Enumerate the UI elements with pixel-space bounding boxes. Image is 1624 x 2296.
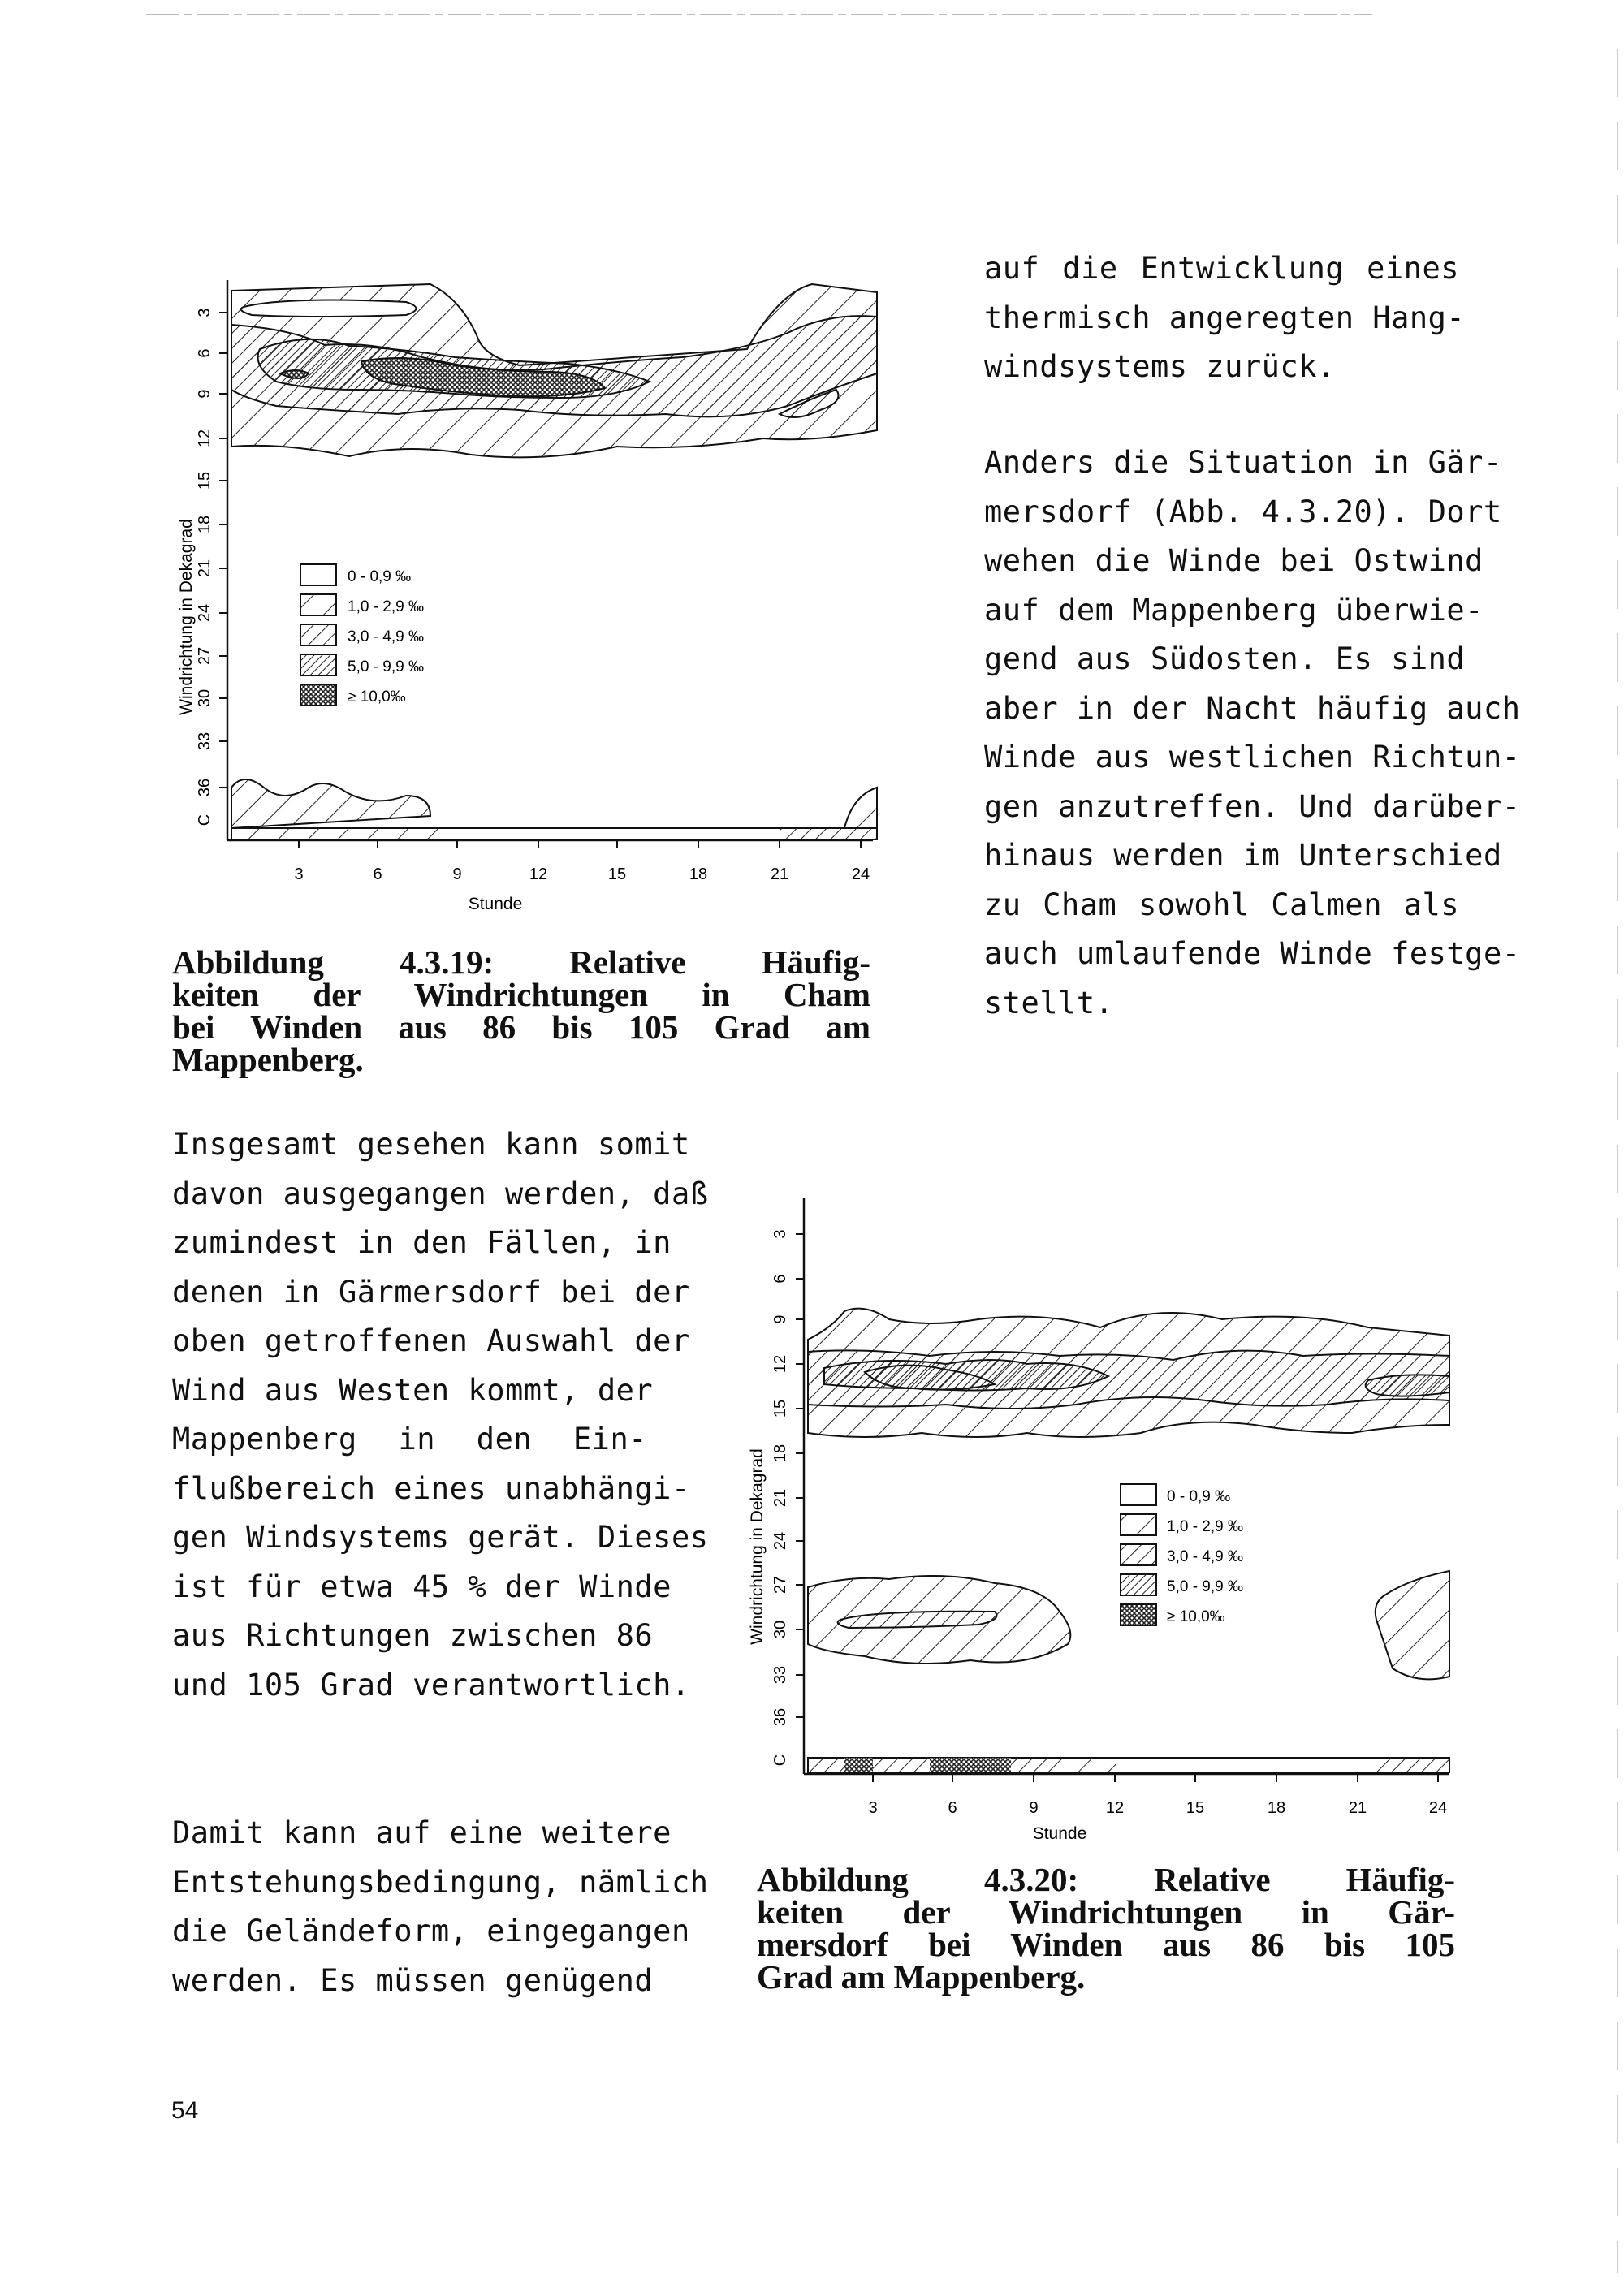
text-line: zumindest in den Fällen, in	[172, 1225, 672, 1260]
y-tick-label: 33	[196, 732, 214, 751]
x-tick-label: 6	[948, 1799, 957, 1817]
y-tick-label: 27	[196, 646, 214, 666]
page-number: 54	[171, 2097, 199, 2124]
text-line: auf die Entwicklung eines	[984, 251, 1459, 286]
caption-line: keiten der Windrichtungen in Cham	[172, 976, 870, 1013]
text-line: Mappenberg in den Ein-	[172, 1422, 647, 1457]
y-tick-label: 30	[196, 688, 214, 708]
scan-right-edge	[1608, 0, 1624, 2296]
legend-label: 1,0 - 2,9 ‰	[348, 598, 424, 615]
legend-label: ≥ 10,0‰	[1167, 1608, 1225, 1625]
legend-label: ≥ 10,0‰	[348, 688, 406, 706]
y-tick-label: 3	[196, 308, 214, 317]
y-tick-label: C	[771, 1754, 789, 1767]
text-line: Winde aus westlichen Richtun-	[984, 740, 1521, 775]
x-tick-label: 15	[607, 865, 627, 883]
caption-line: Mappenberg.	[172, 1041, 364, 1078]
text-line: windsystems zurück.	[984, 349, 1336, 384]
y-tick-label: 33	[771, 1665, 789, 1685]
calm-bar-fill-right	[1376, 1758, 1449, 1772]
y-tick-label: 24	[196, 603, 214, 623]
x-tick-label: 9	[1029, 1799, 1039, 1817]
calm-bar-fill-left	[231, 828, 443, 839]
legend-swatch-4	[1121, 1604, 1156, 1625]
legend-label: 5,0 - 9,9 ‰	[1167, 1578, 1243, 1595]
text-line: Damit kann auf eine weitere	[172, 1815, 672, 1850]
y-tick-label: 9	[196, 389, 214, 399]
x-axis-label: Stunde	[468, 895, 523, 913]
caption-line: mersdorf bei Winden aus 86 bis 105	[757, 1926, 1455, 1963]
text-line: werden. Es müssen genügend	[172, 1962, 654, 1998]
text-line: auf dem Mappenberg überwie-	[984, 592, 1484, 628]
caption-line: keiten der Windrichtungen in Gär-	[757, 1893, 1455, 1931]
y-tick-label: 12	[771, 1354, 789, 1374]
legend	[1121, 1484, 1243, 1625]
legend-label: 0 - 0,9 ‰	[348, 568, 412, 585]
text-line: auch umlaufende Winde festge-	[984, 936, 1521, 971]
legend	[300, 564, 424, 706]
text-line: oben getroffenen Auswahl der	[172, 1323, 690, 1358]
text-line: Insgesamt gesehen kann somit	[172, 1127, 690, 1162]
y-axis-label: Windrichtung in Dekagrad	[748, 1448, 767, 1645]
y-tick-label: 15	[196, 471, 214, 490]
x-tick-label: 3	[868, 1799, 878, 1817]
calm-bar-peak-2	[930, 1758, 1011, 1772]
legend-swatch-1	[1121, 1514, 1156, 1535]
x-tick-label: 21	[770, 865, 789, 883]
calm-bar-fill-right	[780, 828, 877, 839]
scan-top-edge	[0, 0, 1624, 24]
y-tick-label: 15	[771, 1399, 789, 1418]
y-tick-label: 27	[771, 1575, 789, 1595]
legend-swatch-3	[1121, 1574, 1156, 1595]
x-tick-label: 21	[1348, 1799, 1367, 1817]
legend-label: 0 - 0,9 ‰	[1167, 1488, 1231, 1505]
y-tick-label: 12	[196, 429, 214, 448]
y-tick-label: 9	[771, 1314, 789, 1324]
text-line: und 105 Grad verantwortlich.	[172, 1667, 690, 1703]
legend-label: 1,0 - 2,9 ‰	[1167, 1518, 1243, 1535]
x-tick-label: 9	[452, 865, 462, 883]
text-line: denen in Gärmersdorf bei der	[172, 1274, 690, 1310]
x-tick-label: 12	[1105, 1799, 1125, 1817]
legend-swatch-4	[300, 684, 336, 706]
x-tick-label: 3	[294, 865, 304, 883]
text-line: wehen die Winde bei Ostwind	[984, 543, 1484, 578]
text-line: Wind aus Westen kommt, der	[172, 1372, 654, 1408]
legend-label: 3,0 - 4,9 ‰	[348, 628, 424, 645]
contour-right-patch	[1366, 1375, 1449, 1396]
y-tick-label: 24	[771, 1531, 789, 1551]
contour-corner-right	[844, 788, 877, 828]
legend-swatch-0	[1121, 1484, 1156, 1505]
text-line: mersdorf (Abb. 4.3.20). Dort	[984, 494, 1502, 529]
y-tick-label: 36	[196, 778, 214, 797]
text-line: Entstehungsbedingung, nämlich	[172, 1864, 709, 1900]
right-top-paragraph	[984, 244, 1466, 392]
text-line: davon ausgegangen werden, daß	[172, 1176, 709, 1211]
caption-line: bei Winden aus 86 bis 105 Grad am	[172, 1008, 870, 1046]
figure-cham	[162, 268, 893, 917]
x-tick-label: 6	[373, 865, 382, 883]
contour-island	[241, 300, 417, 317]
y-axis-label: Windrichtung in Dekagrad	[177, 519, 196, 715]
text-line: gen anzutreffen. Und darüber-	[984, 788, 1521, 824]
left-paragraph-2	[172, 1809, 709, 2005]
left-paragraph-1	[172, 1120, 709, 1710]
contour-bottom	[231, 779, 430, 828]
legend-label: 5,0 - 9,9 ‰	[348, 658, 424, 675]
text-line: thermisch angeregten Hang-	[984, 300, 1466, 335]
text-line: die Geländeform, eingegangen	[172, 1914, 690, 1949]
y-tick-label: 6	[771, 1274, 789, 1284]
legend-label: 3,0 - 4,9 ‰	[1167, 1548, 1243, 1565]
legend-swatch-0	[300, 564, 336, 585]
x-tick-label: 12	[529, 865, 548, 883]
text-line: gen Windsystems gerät. Dieses	[172, 1520, 709, 1555]
y-tick-label: 30	[771, 1620, 789, 1639]
y-ticks	[771, 1229, 804, 1766]
y-tick-label: 18	[196, 515, 214, 534]
calm-bar-fill-mid	[1052, 1758, 1116, 1772]
legend-swatch-2	[1121, 1544, 1156, 1565]
legend-swatch-2	[300, 624, 336, 645]
legend-swatch-1	[300, 594, 336, 615]
y-tick-label: C	[196, 814, 214, 826]
text-line: Anders die Situation in Gär-	[984, 445, 1502, 480]
x-tick-label: 18	[1267, 1799, 1286, 1817]
text-line: flußbereich eines unabhängi-	[172, 1470, 690, 1506]
x-tick-label: 18	[689, 865, 708, 883]
text-line: aber in der Nacht häufig auch	[984, 690, 1521, 726]
text-line: aus Richtungen zwischen 86	[172, 1618, 654, 1653]
legend-swatch-3	[300, 654, 336, 675]
text-line: hinaus werden im Unterschied	[984, 838, 1502, 873]
x-ticks	[294, 840, 870, 883]
y-tick-label: 6	[196, 348, 214, 358]
caption-line: Grad am Mappenberg.	[757, 1958, 1086, 1996]
y-tick-label: 18	[771, 1444, 789, 1463]
figure-cham-caption	[172, 943, 870, 1078]
text-line: ist für etwa 45 % der Winde	[172, 1569, 672, 1604]
caption-line: Abbildung 4.3.20: Relative Häufig-	[757, 1861, 1455, 1898]
y-ticks	[196, 308, 227, 826]
y-tick-label: 3	[771, 1229, 789, 1239]
right-second-paragraph	[984, 438, 1521, 1028]
caption-line: Abbildung 4.3.19: Relative Häufig-	[172, 943, 870, 981]
y-tick-label: 21	[771, 1488, 789, 1508]
x-tick-label: 15	[1186, 1799, 1205, 1817]
text-line: stellt.	[984, 985, 1114, 1021]
x-tick-label: 24	[851, 865, 870, 883]
text-line: zu Cham sowohl Calmen als	[984, 887, 1459, 922]
figure-gaermersdorf	[735, 1189, 1466, 1855]
figure-gaermersdorf-caption	[757, 1861, 1455, 1996]
calm-bar-peak-1	[844, 1758, 873, 1772]
x-tick-label: 24	[1428, 1799, 1448, 1817]
y-tick-label: 21	[196, 559, 214, 578]
y-tick-label: 36	[771, 1707, 789, 1727]
x-axis-label: Stunde	[1032, 1824, 1087, 1843]
text-line: gend aus Südosten. Es sind	[984, 641, 1466, 676]
x-ticks	[868, 1774, 1447, 1817]
contour-right-blob	[1376, 1571, 1449, 1679]
